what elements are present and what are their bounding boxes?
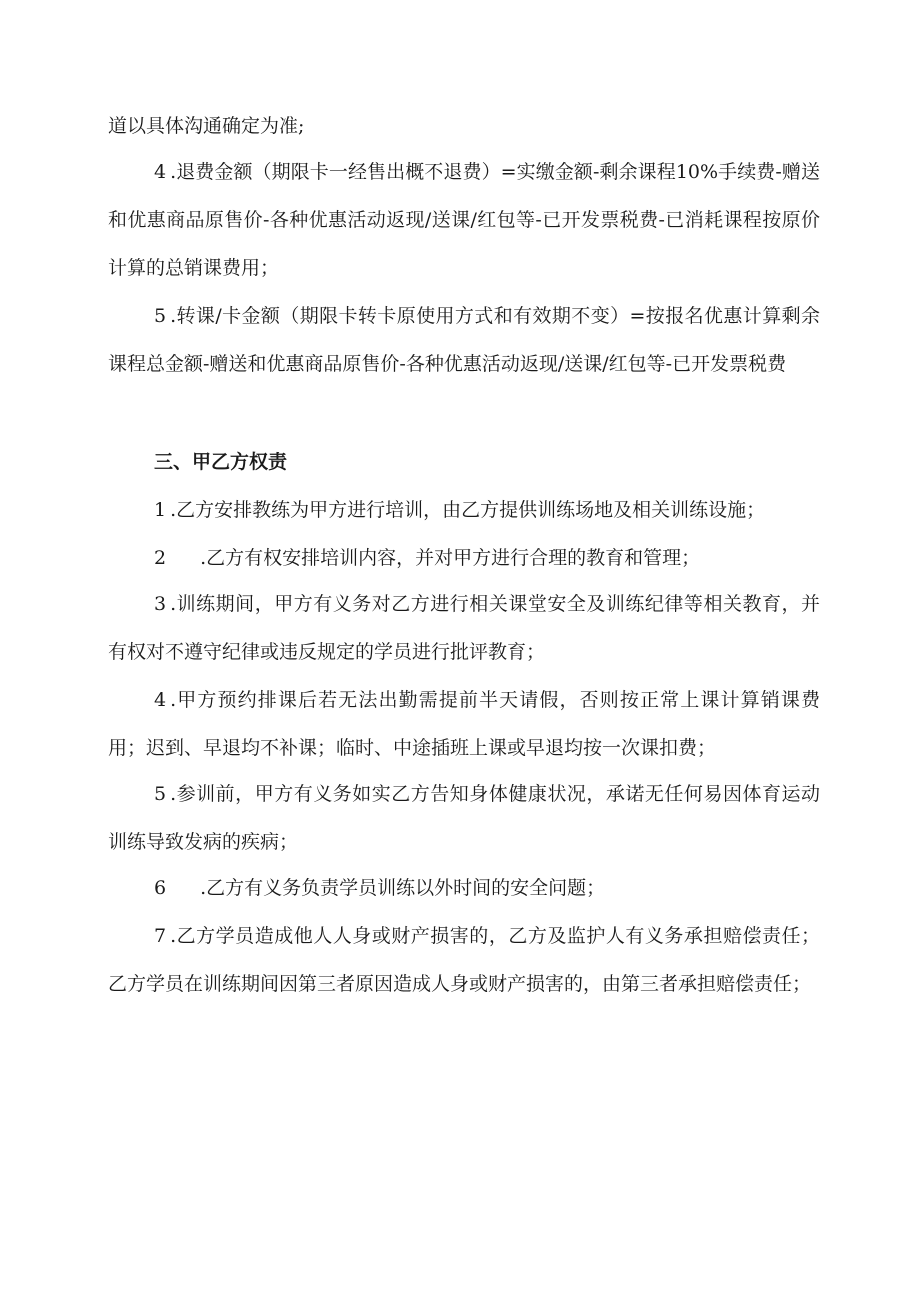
paragraph-text: 道以具体沟通确定为准; bbox=[108, 115, 305, 137]
rights-item-4 bbox=[108, 676, 820, 772]
item-number: 2 bbox=[154, 547, 167, 569]
paragraph-text: .乙方学员造成他人人身或财产损害的，乙方及监护人有义务承担赔偿责任；乙方学员在训练期间因第三者原因造成人身或财产损害的，由第三者承担赔偿责任； bbox=[108, 925, 820, 995]
item-number: 3 bbox=[154, 593, 167, 615]
section-heading: 三、甲乙方权责 bbox=[154, 451, 288, 473]
paragraph-refund-amount bbox=[108, 148, 820, 292]
item-number: 7 bbox=[154, 925, 167, 947]
item-number: 4 bbox=[154, 161, 167, 183]
paragraph-text: .转课/卡金额（期限卡转卡原使用方式和有效期不变）=按报名优惠计算剩余课程总金额-赠送和优惠商品原售价-各种优惠活动返现/送课/红包等-已开发票税费 bbox=[108, 305, 820, 375]
rights-item-2 bbox=[108, 534, 820, 582]
rights-item-5 bbox=[108, 770, 820, 866]
item-number: 4 bbox=[154, 689, 167, 711]
paragraph-text: .乙方有义务负责学员训练以外时间的安全问题； bbox=[200, 877, 606, 899]
rights-item-3 bbox=[108, 580, 820, 676]
rights-item-6 bbox=[108, 864, 820, 912]
item-number: 5 bbox=[154, 305, 167, 327]
paragraph-transfer-amount bbox=[108, 292, 820, 388]
paragraph-text: .参训前，甲方有义务如实乙方告知身体健康状况，承诺无任何易因体育运动训练导致发病的疾病； bbox=[108, 783, 820, 853]
rights-item-7 bbox=[108, 912, 820, 1008]
paragraph-text: .退费金额（期限卡一经售出概不退费）=实缴金额-剩余课程10%手续费-赠送和优惠商品原售价-各种优惠活动返现/送课/红包等-已开发票税费-已消耗课程按原价计算的总销课费用； bbox=[108, 161, 820, 279]
paragraph-text: .甲方预约排课后若无法出勤需提前半天请假，否则按正常上课计算销课费用；迟到、早退均不补课；临时、中途插班上课或早退均按一次课扣费； bbox=[108, 689, 820, 759]
paragraph-text: .乙方安排教练为甲方进行培训，由乙方提供训练场地及相关训练设施； bbox=[170, 499, 766, 521]
item-number: 1 bbox=[154, 499, 167, 521]
paragraph-text: .乙方有权安排培训内容，并对甲方进行合理的教育和管理； bbox=[200, 547, 701, 569]
item-number: 6 bbox=[154, 877, 167, 899]
paragraph-continuation bbox=[108, 102, 820, 150]
item-number: 5 bbox=[154, 783, 167, 805]
rights-item-1 bbox=[108, 486, 820, 534]
paragraph-text: .训练期间，甲方有义务对乙方进行相关课堂安全及训练纪律等相关教育，并有权对不遵守纪律或违反规定的学员进行批评教育； bbox=[108, 593, 820, 663]
